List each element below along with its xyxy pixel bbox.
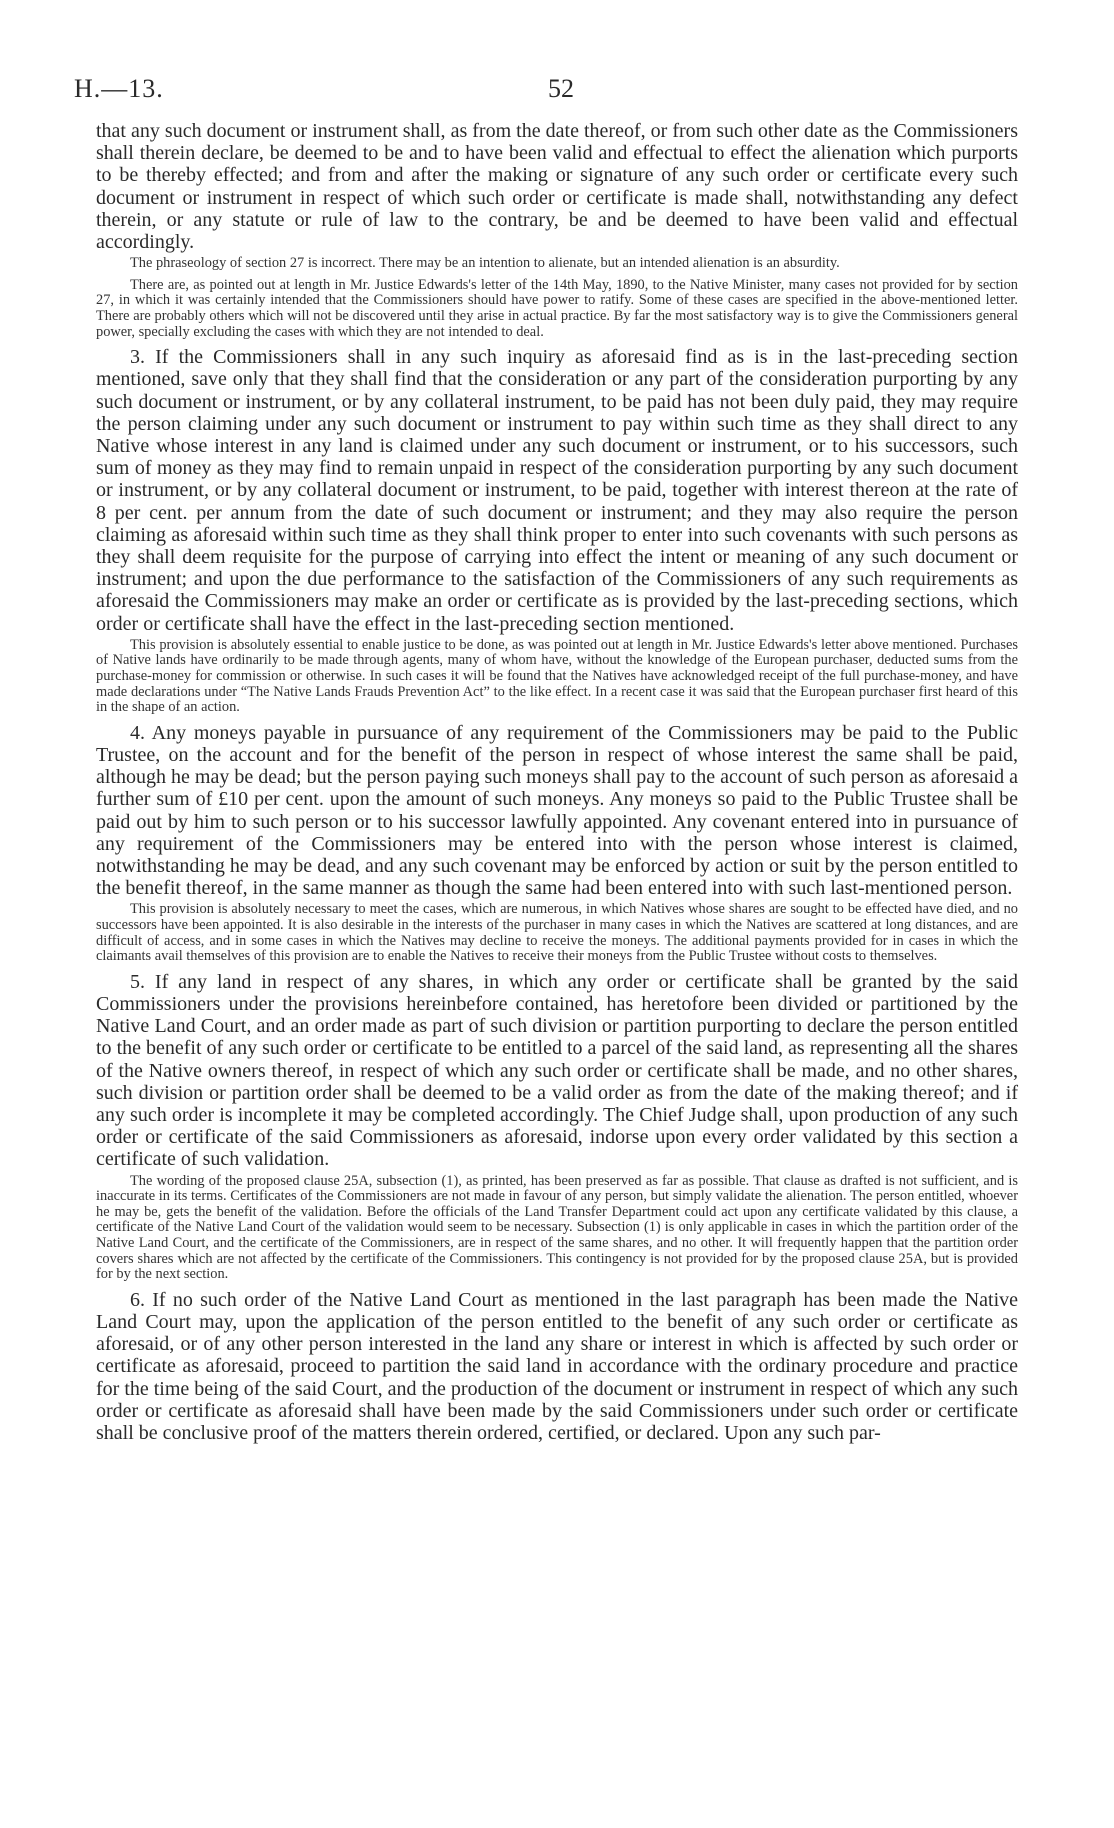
side-note: The wording of the proposed clause 25A, subsection (1), as printed, has been preserved as far as possible. That clause as drafted is not sufficient, and is inaccurate in its terms. Certificates of the Commissioners are not made in favour of any person, but simply validate the alienation. The person entitled, whoever he may be, gets the benefit of the validation. Before the officials of the Land Transfer Department could act upon any certificate validated by this clause, a certificate of the Native Land Court of the validation would seem to be necessary. Subsection (1) is only applicable in cases in which the partition order of the Native Land Court, and the certificate of the Commissioners, are in respect of the same shares, and no other. It will frequently happen that the partition order covers shares which are not affected by the certificate of the Commissioners. This contingency is not provided for by the proposed clause 25A, but is provided for by the next section.	[96, 1172, 1018, 1283]
page-header	[74, 74, 1018, 114]
document-reference: H.—13.	[74, 74, 164, 103]
section-paragraph-4: 4. Any moneys payable in pursuance of any requirement of the Commissioners may be paid to the Public Trustee, on the account and for the benefit of the person in respect of whose interest the same shall be paid, although he may be dead; but the person paying such moneys shall pay to the account of such person as aforesaid a further sum of £10 per cent. upon the amount of such moneys. Any moneys so paid to the Public Trustee shall be paid out by him to such person or to his successor lawfully appointed. Any covenant entered into in pursuance of any requirement of the Commissioners may be entered into with the person whose interest is claimed, notwithstanding he may be dead, and any such covenant may be enforced by action or suit by the person entitled to the benefit thereof, in the same manner as though the same had been entered into with such last-mentioned person.	[96, 721, 1018, 900]
section-paragraph-6: 6. If no such order of the Native Land Court as mentioned in the last paragraph has been made the Native Land Court may, upon the application of the person entitled to the benefit of any such order or certificate as aforesaid, or of any other person interested in the land any share or interest in which is affected by such order or certificate as aforesaid, proceed to partition the said land in accordance with the ordinary procedure and practice for the time being of the said Court, and the production of the document or instrument in respect of which any such order or certificate as aforesaid shall have been made by the said Commissioners under such order or certificate shall be conclusive proof of the matters therein ordered, certified, or declared. Upon any such par-	[96, 1288, 1018, 1444]
section-paragraph-5: 5. If any land in respect of any shares, in which any order or certificate shall be granted by the said Commissioners under the provisions hereinbefore contained, has heretofore been divided or partitioned by the Native Land Court, and an order made as part of such division or partition purporting to declare the person entitled to the benefit of any such order or certificate to be entitled to a parcel of the said land, as representing all the shares of the Native owners thereof, in respect of which any such order or certificate shall be made, and no other shares, such division or partition order shall be deemed to be a valid order as from the date of the making thereof; and if any such order is incomplete it may be completed accordingly. The Chief Judge shall, upon production of any such order or certificate of the said Commissioners as aforesaid, indorse upon every order validated by this section a certificate of such validation.	[96, 970, 1018, 1171]
side-note: There are, as pointed out at length in Mr. Justice Edwards's letter of the 14th May, 1890, to the Native Minister, many cases not provided for by section 27, in which it was certainly intended that the Commissioners should have power to ratify. Some of these cases are specified in the above-mentioned letter. There are probably others which will not be discovered until they arise in actual practice. By far the most satisfactory way is to give the Commissioners general power, specially excluding the cases with which they are not intended to deal.	[96, 276, 1018, 340]
section-paragraph-3: 3. If the Commissioners shall in any such inquiry as aforesaid find as is in the last-preceding section mentioned, save only that they shall find that the consideration or any part of the consideration purporting by any such document or instrument, or by any collateral instrument, to be paid has not been duly paid, they may require the person claiming under any such document or instrument to pay within such time as they shall direct to any Native whose interest in any land is claimed under any such document or instrument, or to his successors, such sum of money as they may find to remain unpaid in respect of the consideration purporting by any such document or instrument, or by any collateral document or instrument, to be paid, together with interest thereon at the rate of 8 per cent. per annum from the date of such document or instrument; and they may also require the person claiming as aforesaid within such time as they shall think proper to enter into such covenants with such persons as they shall deem requisite for the purpose of carrying into effect the intent or meaning of any such document or instrument; and upon the due performance to the satisfaction of the Commissioners of any such requirements as aforesaid the Commissioners may make an order or certificate as is provided by the last-preceding sections, which order or certificate shall have the effect in the last-preceding section mentioned.	[96, 346, 1018, 635]
side-note: This provision is absolutely essential to enable justice to be done, as was pointed out at length in Mr. Justice Edwards's letter above mentioned. Purchases of Native lands have ordinarily to be made through agents, many of whom have, without the knowledge of the European purchaser, deducted sums from the purchase-money for commission or otherwise. In such cases it will be found that the Natives have acknowledged receipt of the full purchase-money, and have made declarations under “The Native Lands Frauds Prevention Act” to the like effect. In a recent case it was said that the European purchaser first heard of this in the shape of an action.	[96, 636, 1018, 716]
side-note: This provision is absolutely necessary to meet the cases, which are numerous, in which Natives whose shares are sought to be effected have died, and no successors have been appointed. It is also desirable in the interests of the purchaser in many cases in which the Natives are scattered at long distances, and are difficult of access, and in some cases in which the Natives may decline to receive the moneys. The additional payments provided for in cases in which the claimants avail themselves of this provision are to enable the Natives to receive their moneys from the Public Trustee without costs to themselves.	[96, 901, 1018, 965]
page-number: 52	[548, 74, 574, 103]
body-paragraph-continued: that any such document or instrument shall, as from the date thereof, or from such other date as the Commissioners shall therein declare, be deemed to be and to have been valid and effectual to effect the alienation which purports to be thereby effected; and from and after the making or signature of any such order or certificate every such document or instrument in respect of which such order or certificate is made shall, notwithstanding any defect therein, or any statute or rule of law to the contrary, be and be deemed to have been valid and effectual accordingly.	[96, 120, 1018, 254]
side-note: The phraseology of section 27 is incorrect. There may be an intention to alienate, but an intended alienation is an absurdity.	[130, 255, 840, 272]
